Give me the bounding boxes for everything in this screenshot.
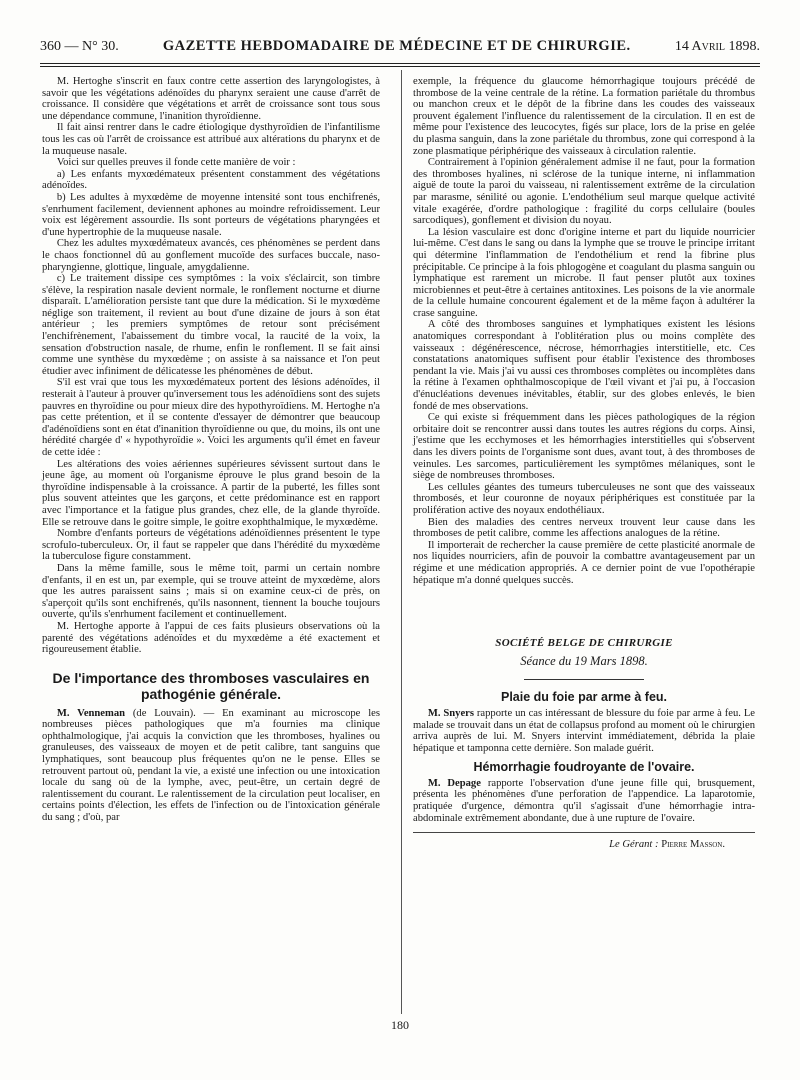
paragraph: Les cellules géantes des tumeurs tuberculeuses ne sont que des vaisseaux thrombosés, et leur couronne de noyaux périphériques est constituée par la prolifération active des noyaux endothéliaux. (413, 481, 755, 516)
header-rule-bottom (40, 66, 760, 67)
subsection-title-liver: Plaie du foie par arme à feu. (500, 690, 668, 705)
article-title-thromboses: De l'importance des thromboses vasculaires en pathogénie générale. (52, 669, 370, 702)
author-name: M. Venneman (56, 707, 126, 719)
paragraph: Contrairement à l'opinion généralement admise il ne faut, pour la formation des thromboses hyalines, ni sclérose de la tunique interne, ni inflammation aiguë de toute la paroi du vaisseau, ni ralentissement extrême de la circulation par marasme, sénilité ou agonie. L'endothélium seul marque quelque activité vitale exagérée, d'ordre pathologique : fragilité du corps cellulaire (boules sarcodiques), gonflement et division du noyau. (413, 157, 755, 227)
issue-date: 14 Avril 1898. (674, 39, 760, 54)
paragraph: Ce qui existe si fréquemment dans les pièces pathologiques de la région orbitaire doit se rencontrer aussi dans toutes les autres régions du corps. Ainsi, j'estime que les ecchymoses et les hémorrhagies interstitielles qui s'observent dans les divers points de l'organisme sont dues, avant tout, à des thromboses de veinules. Les sarcomes, particulièrement les symptômes mélaniques, sont le siège de nombreuses thromboses. (413, 412, 755, 482)
paragraph: Dans la même famille, sous le même toit, parmi un certain nombre d'enfants, il en est un, par exemple, qui se trouve atteint de myxœdème, alors que les autres paraissent sains ; mais si on examine ceux-ci de près, on s'aperçoit qu'ils sont enchifrenés, qu'ils nasonnent, tiennent la bouche toujours ouverte, qu'ils s'enrhument facilement et continuellement. (42, 562, 380, 621)
section-rule (524, 679, 644, 680)
paragraph: La lésion vasculaire est donc d'origine interne et part du liquide nourricier lui-même. C'est dans le sang ou dans la lymphe que se trouve le principe irritant qui détermine l'inflammation de l'endothélium et rend la fibrine plus précipitable. Ce principe à la fois phlogogène et coagulant du plasma sanguin ou lymphatique est rarement un microbe. Il faut penser plutôt aux toxines microbiennes et peut-être à certaines antitoxines. Les poisons de la vie anormale de la cellule humaine concourent également et de la même façon à adultérer la crase sanguine. (413, 226, 755, 319)
paragraph-depage (413, 778, 755, 824)
paragraph: exemple, la fréquence du glaucome hémorrhagique toujours précédé de thrombose de la veine centrale de la rétine. La formation pariétale du thrombus ou manchon creux et le dépôt de la fibrine dans les coudes des vaisseaux prouvent également l'influence du ralentissement de la circulation. Il en est de même pour l'existence des leucocytes, figés sur place, lors de la prise en gelée du plasma sanguin, dans la zone pariétale du thrombus, zone qui correspond à la zone plasmatique périphérique des vaisseaux à circulation ralentie. (413, 76, 755, 157)
paragraph: S'il est vrai que tous les myxœdémateux portent des lésions adénoïdes, il resterait à l'auteur à prouver qu'inversement tous les adénoïdiens sont des sujets pauvres en thyroïdine ou pour mieux dire des hypothyroïdiens. M. Hertoghe n'a pas cette prétention, et il se contente d'essayer de démontrer que beaucoup d'adénoïdiens sont en état d'inanition thyroïdienne ou que, du moins, ils ont une hérédité chargée d' « hypothyroïdie ». Voici les arguments qu'il émet en faveur de cette idée : (42, 377, 380, 458)
paragraph-text: (de Louvain). — En examinant au microscope les nombreuses pièces pathologiques que m'a fournies ma clinique ophthalmologique, j'ai acquis la conviction que les thromboses, hyalines ou granuleuses, des vaisseaux de moyen et de petit calibre, tant sanguins que lymphatiques, sont beaucoup plus fréquentes qu'on ne le pense. Elles se retrouvent partout où, pendant la vie, a existé une infection ou une intoxication locale du sang où de la lymphe, avec, peut-être, un certain degré de ralentissement du courant. Le ralentissement de la circulation peut localiser, en certains points d'élection, les effets de l'infection ou de l'intoxication générale du sang ; d'où, par (42, 707, 381, 824)
header-rule-top (40, 63, 760, 64)
paragraph-venneman (42, 708, 380, 824)
gerant-label: Le Gérant : (609, 839, 659, 851)
paragraph: Nombre d'enfants porteurs de végétations adénoïdiennes présentent le type scrofulo-tuberculeux. Or, il faut se rappeler que dans l'hérédité du myxœdème la tuberculose figure constamment. (42, 528, 380, 563)
author-name: M. Depage (427, 777, 481, 789)
paragraph: A côté des thromboses sanguines et lymphatiques existent les lésions anatomiques correspondant à l'oblitération plus ou moins complète des vaisseaux : dégénérescence, nécrose, hémorrhagies interstitielle, etc. Ces constatations anatomiques suffisent pour établir l'existence des thromboses pendant la vie. Mais j'ai vu aussi ces thromboses complètes ou incomplètes dans la rétine à l'examen ophthalmoscopique de l'œil vivant et j'ai pu, à l'occasion d'énucléations devenues inévitables, établir, sur des globes enlevés, le bien fondé de mes observations. (413, 319, 755, 412)
page-issue-number: 360 — N° 30. (40, 39, 119, 54)
column-divider (401, 70, 402, 1014)
paragraph: Les altérations des voies aériennes supérieures sévissent surtout dans le jeune âge, au moment où l'organisme éprouve le plus grand besoin de la thyroïdine indispensable à la croissance. A partir de la puberté, les filles sont plus souvent atteintes que les garçons, et cette prédominance est en rapport avec l'importance et la fatigue plus grandes, chez elle, de la glande thyroïde. Elle se retrouve dans le goitre simple, le goitre exophthalmique, le myxœdème. (42, 458, 380, 528)
journal-title: GAZETTE HEBDOMADAIRE DE MÉDECINE ET DE CHIRURGIE. (162, 38, 631, 54)
gerant-signature (413, 839, 755, 851)
running-header (40, 38, 760, 60)
paragraph: b) Les adultes à myxœdème de moyenne intensité sont tous enchifrenés, s'enrhument facilement, deviennent aphones au moindre refroidissement. Leur voix est légèrement assourdie. Ils sont porteurs de végétations pharyngées et d'une hypertrophie de la muqueuse nasale. (42, 191, 380, 238)
left-column (42, 76, 380, 824)
paragraph: Chez les adultes myxœdémateux avancés, ces phénomènes se perdent dans le chaos fonctionnel dû au gonflement mucoïde des surfaces buccale, naso-pharyngienne, glottique, linguale, amygdalienne. (42, 238, 380, 273)
paragraph: c) Le traitement dissipe ces symptômes : la voix s'éclaircit, son timbre s'élève, la respiration nasale devient normale, le ronflement nocturne et diurne disparaît. L'amélioration persiste tant que dure la médication. Si le myxœdème néglige son traitement, il revient au bout d'une dizaine de jours à son état antérieur ; les premiers symptômes de retour sont précisément l'enchifrènement, l'abaissement du timbre vocal, la raucité de la voix, la sensation d'obstruction nasale, de rhume, enfin le ronflement. Il se fait ainsi comme une synthèse du myxœdème ; on assiste à sa naissance et l'on peut étudier avec infiniment de délicatesse les phénomènes de début. (42, 273, 380, 377)
paragraph: Il importerait de rechercher la cause première de cette plasticité anormale de nos liquides nourriciers, afin de pouvoir la combattre avantageusement par un régime et une médication appropriés. A ce dernier point de vue l'opothérapie hépatique m'a donné quelques succès. (413, 539, 755, 586)
paragraph: Bien des maladies des centres nerveux trouvent leur cause dans les thromboses de petit calibre, comme les affections analogues de la rétine. (413, 516, 755, 540)
folio-number: 180 (391, 1018, 409, 1032)
society-heading: SOCIÉTÉ BELGE DE CHIRURGIE (495, 637, 673, 650)
paragraph-text: rapporte un cas intéressant de blessure du foie par arme à feu. Le malade se trouvait dans un état de collapsus profond au moment où le chirurgien arriva auprès de lui. M. Snyers intervint immédiatement, débrida la plaie hépatique et tamponna cette dernière. Son malade guérit. (413, 707, 755, 754)
paragraph: Il fait ainsi rentrer dans le cadre étiologique dysthyroïdien de l'infantilisme tous les cas où l'arrêt de croissance est attribué aux altérations du pharynx et de la muqueuse nasale. (42, 122, 380, 157)
paragraph: M. Hertoghe apporte à l'appui de ces faits plusieurs observations où la parenté des végétations adénoïdes et du myxœdème a été exactement et rigoureusement établie. (42, 620, 380, 656)
right-column (413, 76, 755, 851)
subsection-title-ovary: Hémorrhagie foudroyante de l'ovaire. (473, 760, 695, 775)
paragraph: M. Hertoghe s'inscrit en faux contre cette assertion des laryngologistes, à savoir que les végétations adénoïdes du pharynx seraient une cause d'arrêt de croissance. Il considère que végétations et arrêt de croissance sont tous sous une dépendance commune, l'inanition thyroïdienne. (42, 76, 380, 122)
paragraph: a) Les enfants myxœdémateux présentent constamment des végétations adénoïdes. (42, 168, 380, 192)
gerant-name: Pierre Masson. (661, 839, 725, 851)
paragraph-text: rapporte l'observation d'une jeune fille qui, brusquement, présenta les phénomènes d'une perforation de l'appendice. La laparotomie, pratiquée d'urgence, démontra qu'il s'agissait d'une hémorrhagie intra-abdominale extrêmement abondante, due à une rupture de l'ovaire. (413, 777, 755, 824)
author-name: M. Snyers (427, 707, 474, 719)
paragraph-snyers (413, 708, 755, 754)
paragraph: Voici sur quelles preuves il fonde cette manière de voir : (56, 157, 296, 169)
closing-rule (413, 832, 755, 833)
session-date: Séance du 19 Mars 1898. (520, 653, 648, 668)
